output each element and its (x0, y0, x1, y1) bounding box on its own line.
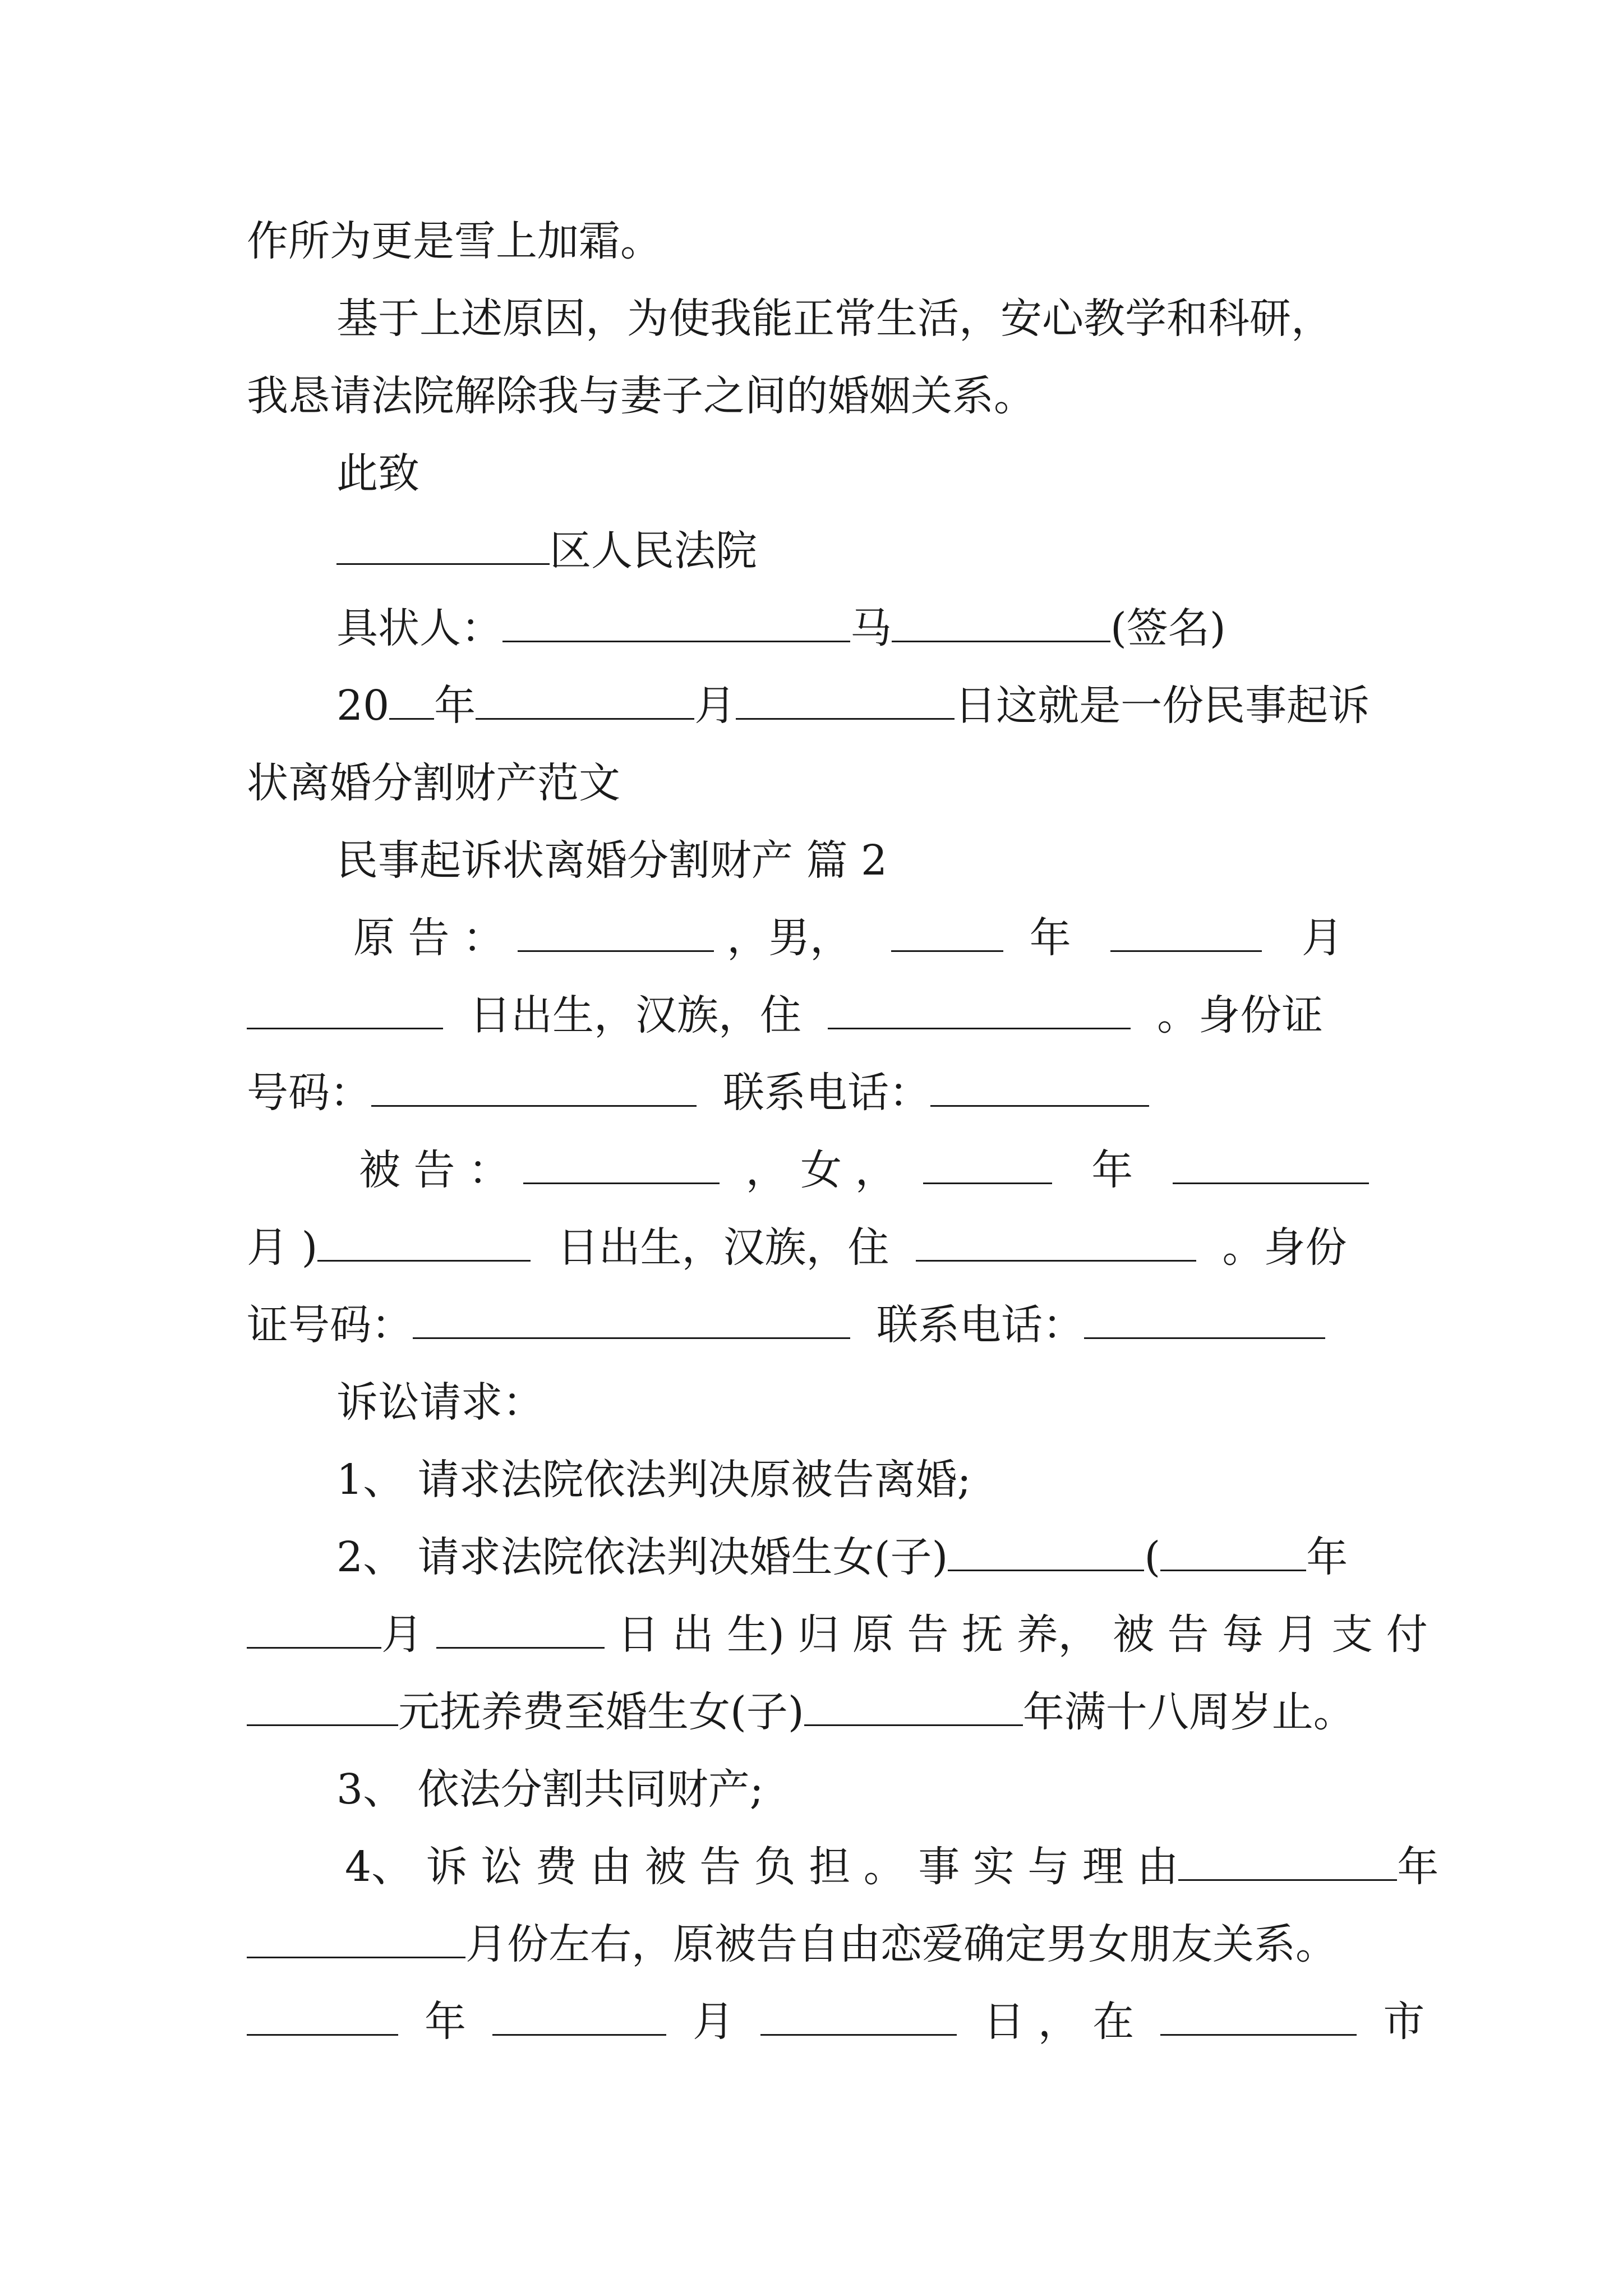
text: 民事起诉状离婚分割财产 篇 2 (336, 836, 888, 885)
blank-field (1173, 1143, 1369, 1184)
text: ，男， (727, 914, 852, 962)
plaintiff-line (247, 987, 1396, 1043)
text: 年满十八周岁止。 (1022, 1688, 1355, 1736)
claim-item (247, 1607, 1428, 1663)
text: 日出生，汉族，住 (557, 1223, 889, 1272)
text: 日 出 生) 归 原 告 抚 养， 被 告 每 月 支 付 (617, 1611, 1428, 1659)
blank-field (247, 1685, 398, 1726)
blank-field (804, 1685, 1023, 1726)
text: 月 ) (247, 1223, 318, 1272)
blank-field (247, 1608, 381, 1649)
salutation (336, 445, 1396, 501)
facts-line (247, 1916, 1396, 1972)
blank-field (371, 1066, 697, 1107)
signature-line (336, 600, 1396, 656)
blank-field (413, 1298, 850, 1339)
claim-item (336, 1529, 1396, 1585)
text: 2、 请求法院依法判决婚生女(子) (336, 1533, 948, 1581)
text: 区人民法院 (550, 527, 757, 575)
blank-field (436, 1608, 605, 1649)
text: 月份左右，原被告自由恋爱确定男女朋友关系。 (465, 1920, 1337, 1968)
claim-item (247, 1684, 1396, 1740)
blank-field (736, 679, 955, 720)
paragraph-line (247, 213, 1396, 269)
blank-field (760, 1995, 957, 2036)
text: 20 (336, 682, 390, 730)
text: 状离婚分割财产范文 (247, 759, 620, 807)
text: 日 ， 在 (983, 1998, 1135, 2046)
blank-field (247, 1917, 465, 1958)
text: 诉讼请求： (336, 1378, 544, 1427)
text: 具状人： (336, 604, 502, 652)
defendant-line (359, 1142, 1396, 1198)
blank-field (476, 679, 694, 720)
text: 被 告 ： (359, 1146, 510, 1194)
text: 年 (1306, 1533, 1348, 1581)
blank-field (930, 1066, 1149, 1107)
text: 年 (434, 682, 476, 730)
text: 年 (1091, 1146, 1133, 1194)
blank-field (1178, 1840, 1397, 1881)
court-line (336, 523, 1396, 579)
text: 联系电话： (723, 1069, 931, 1117)
text: 年 (1029, 914, 1071, 962)
text: 月 (381, 1611, 423, 1659)
text: 。身份 (1222, 1223, 1347, 1272)
plaintiff-line (247, 1065, 1396, 1121)
text: ， 女 ， (745, 1146, 897, 1194)
text: 证号码： (247, 1301, 413, 1349)
blank-field (317, 1221, 531, 1262)
claim-item (336, 1452, 1396, 1508)
plaintiff-line (353, 910, 1396, 966)
text: (签名) (1110, 604, 1226, 652)
text: 年 (425, 1998, 467, 2046)
defendant-line (247, 1297, 1396, 1353)
claim-item (345, 1839, 1439, 1895)
text: 月 (693, 1998, 735, 2046)
blank-field (891, 911, 1003, 952)
text: 元抚养费至婚生女(子) (398, 1688, 804, 1736)
text: 月 (1301, 914, 1343, 962)
text: 年 (1397, 1843, 1439, 1891)
blank-field (1160, 1995, 1357, 2036)
blank-field (247, 1995, 398, 2036)
blank-field (828, 988, 1131, 1029)
blank-field (492, 1995, 666, 2036)
blank-field (1084, 1298, 1325, 1339)
date-line (336, 678, 1396, 734)
defendant-line (247, 1220, 1396, 1276)
text: 。身份证 (1157, 991, 1324, 1039)
text: 日这就是一份民事起诉 (955, 682, 1370, 730)
text: 日出生，汉族，住 (469, 991, 802, 1039)
facts-line (247, 1994, 1425, 2050)
blank-field (247, 988, 443, 1029)
text: 马 (850, 604, 892, 652)
blank-field (518, 911, 714, 952)
text: 月 (694, 682, 736, 730)
text: 联系电话： (877, 1301, 1085, 1349)
text: 此致 (336, 449, 419, 498)
claim-item (336, 1761, 1396, 1818)
text: 4、 诉 讼 费 由 被 告 负 担 。 事 实 与 理 由 (345, 1843, 1179, 1891)
text: 作所为更是雪上加霜。 (247, 217, 662, 265)
text: 我恳请法院解除我与妻子之间的婚姻关系。 (247, 372, 1035, 420)
text: 市 (1383, 1998, 1425, 2046)
text: 3、 依法分割共同财产; (336, 1765, 764, 1814)
paragraph-line (247, 368, 1396, 424)
blank-field (389, 679, 434, 720)
paragraph-line (336, 291, 1396, 347)
blank-field (502, 601, 850, 642)
blank-field (892, 601, 1110, 642)
section-heading (336, 832, 1396, 889)
text: 基于上述原因，为使我能正常生活，安心教学和科研， (336, 295, 1332, 343)
blank-field (916, 1221, 1196, 1262)
claims-heading (336, 1374, 1396, 1430)
text: 1、 请求法院依法判决原被告离婚; (336, 1456, 971, 1504)
blank-field (923, 1143, 1052, 1184)
blank-field (336, 524, 550, 565)
paragraph-line (247, 755, 1396, 811)
text: 原 告 ： (353, 914, 505, 962)
blank-field (1110, 911, 1262, 952)
blank-field (1160, 1530, 1306, 1571)
blank-field (948, 1530, 1144, 1571)
blank-field (523, 1143, 720, 1184)
text: 号码： (247, 1069, 371, 1117)
text: ( (1144, 1533, 1161, 1581)
